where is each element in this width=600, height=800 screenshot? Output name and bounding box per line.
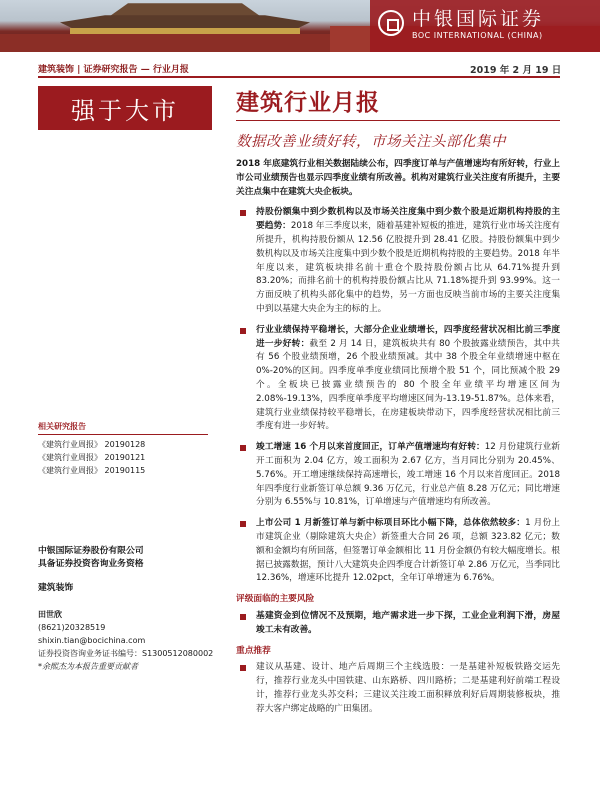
page-subtitle: 数据改善业绩好转，市场关注头部化集中 bbox=[236, 134, 506, 150]
company-name: 中银国际证券股份有限公司 bbox=[38, 546, 144, 556]
report-body bbox=[236, 158, 560, 723]
breadcrumb: 建筑装饰 | 证券研究报告 — 行业月报 bbox=[38, 65, 189, 75]
company-info bbox=[38, 545, 144, 571]
bullet-text: 12 月份建筑行业新开工面积为 2.04 亿方，竣工面积为 2.67 亿方，当月同比分别为 20.45%、5.76%。开工增速继续保持高速增长，竣工增速 16 个月以来首度回正。2018 年四季度行业新签订单总额 9.36 万亿元，行业总产值 8.28 万亿元；同比增速分别为 6.55%与 10.81%，订单增速与产值增速均有所改善。 bbox=[256, 442, 560, 508]
bullet-text: 1 月份上市建筑企业（剔除建筑大央企）新签重大合同 26 项，总额 323.82 亿元；数额和金额均有所回落，但签署订单金额相比 11 月份金额仍有较大幅度增长。根据已披露数据，预计八大建筑央企四季度合计新签订单 2.86 万亿元，当季同比 12.36%，增速环比提升 12.02pct，全年订单增速为 6.76%。 bbox=[256, 518, 560, 584]
related-link[interactable]: 《建筑行业周报》 20190121 bbox=[38, 453, 146, 462]
company-qualification: 具备证券投资咨询业务资格 bbox=[38, 559, 144, 569]
analyst-name: 田世欣 bbox=[38, 610, 62, 619]
bullet-lead: 竣工增速 16 个月以来首度回正，订单产值增速均有好转： bbox=[256, 442, 485, 453]
header-banner bbox=[0, 0, 600, 52]
bullet-item bbox=[236, 441, 560, 510]
analyst-email[interactable]: shixin.tian@bocichina.com bbox=[38, 636, 146, 645]
bullet-lead: 持股份额集中到少数机构以及市场关注度集中到少数个股是近期机构持股的主要趋势： bbox=[256, 207, 560, 232]
bullet-item bbox=[236, 206, 560, 316]
boc-logo-icon bbox=[378, 10, 404, 36]
analyst-phone: (8621)20328519 bbox=[38, 623, 106, 632]
related-heading: 相关研究报告 bbox=[38, 422, 86, 431]
related-list bbox=[38, 438, 145, 477]
recommend-heading: 重点推荐 bbox=[236, 645, 271, 656]
related-divider bbox=[38, 434, 208, 435]
related-link[interactable]: 《建筑行业周报》 20190128 bbox=[38, 440, 146, 449]
logo-en-text: BOC INTERNATIONAL (CHINA) bbox=[412, 31, 543, 40]
analyst-cert: 证券投资咨询业务证书编号：S1300512080002 bbox=[38, 649, 214, 658]
intro-paragraph: 2018 年底建筑行业相关数据陆续公布，四季度订单与产值增速均有所好转，行业上市公司业绩预告也显示四季度业绩有所改善。机构对建筑行业关注度有所提升，主要关注点集中在建筑大央企板块。 bbox=[236, 159, 560, 197]
recommend-text: 建议从基建、设计、地产后周期三个主线选股：一是基建补短板铁路交运先行，推荐行业龙头中国铁建、山东路桥、四川路桥；二是基建利好前端工程设计，推荐行业龙头苏交科；三建议关注竣工面积释放利好后周期装修板块，推荐大客户绑定战略的广田集团。 bbox=[236, 661, 560, 716]
bullet-lead: 行业业绩保持平稳增长，大部分企业业绩增长，四季度经营状况相比前三季度进一步好转： bbox=[256, 324, 560, 349]
palace-roof-upper bbox=[110, 0, 260, 16]
sector-label: 建筑装饰 bbox=[38, 583, 74, 593]
related-reports bbox=[38, 420, 86, 433]
contributor-note: *余熙杰为本报告重要贡献者 bbox=[38, 662, 138, 671]
brand-logo bbox=[370, 0, 600, 52]
bullet-item bbox=[236, 517, 560, 586]
bullet-lead: 上市公司 1 月新签订单与新中标项目环比小幅下降，总体依然较多： bbox=[256, 518, 526, 529]
logo-cn-text: 中银国际证券 bbox=[412, 8, 545, 30]
analyst-info bbox=[38, 608, 213, 660]
report-date: 2019 年 2 月 19 日 bbox=[470, 65, 562, 76]
page-title: 建筑行业月报 bbox=[236, 89, 380, 116]
bullet-text: 2018 年三季度以来，随着基建补短板的推进，建筑行业市场关注度有所提升，机构持股份额从 12.56 亿股提升到 28.41 亿股。持股份额集中到少数机构以及市场关注度集中到少数个股是近期机构持股的主要趋势。2018 年半年度以来，建筑板块排名前十重仓个股持股份额占比从 64.71%提升到 83.20%；而排名前十的机构持股份额占比从 71.18%提升到 93.99%。这一方面反映了机构头部化集中的趋势，另一方面也反映当前市场的主要关注度集中到以基建大央企为主的标的上。 bbox=[256, 221, 560, 314]
title-divider bbox=[236, 120, 560, 121]
header-divider bbox=[38, 76, 560, 78]
bullet-item bbox=[236, 324, 560, 434]
rating-badge: 强于大市 bbox=[38, 86, 212, 130]
bullet-text: 截至 2 月 14 日，建筑板块共有 80 个股披露业绩预告，其中共有 56 个股业绩预增，26 个股业绩预减。其中 38 个股全年业绩增速中枢在 0%-20%的区间。四季度单季度业绩同比预增个股 51 个，同比预减个股 29 个。全板块已披露业绩预告的 80 个股全年业绩平均增速区间为 2.08%-19.13%，四季度单季度平均增速区间为-13.19-51.87%。总体来看，建筑行业业绩保持较平稳增长，在房建板块带动下，四季度经营状况相比前三季度有进一步好转。 bbox=[256, 338, 560, 432]
risk-text: 基建资金到位情况不及预期，地产需求进一步下探，工业企业利润下滑，房屋竣工未有改善。 bbox=[236, 610, 560, 638]
related-link[interactable]: 《建筑行业周报》 20190115 bbox=[38, 466, 146, 475]
risk-heading: 评级面临的主要风险 bbox=[236, 594, 315, 605]
